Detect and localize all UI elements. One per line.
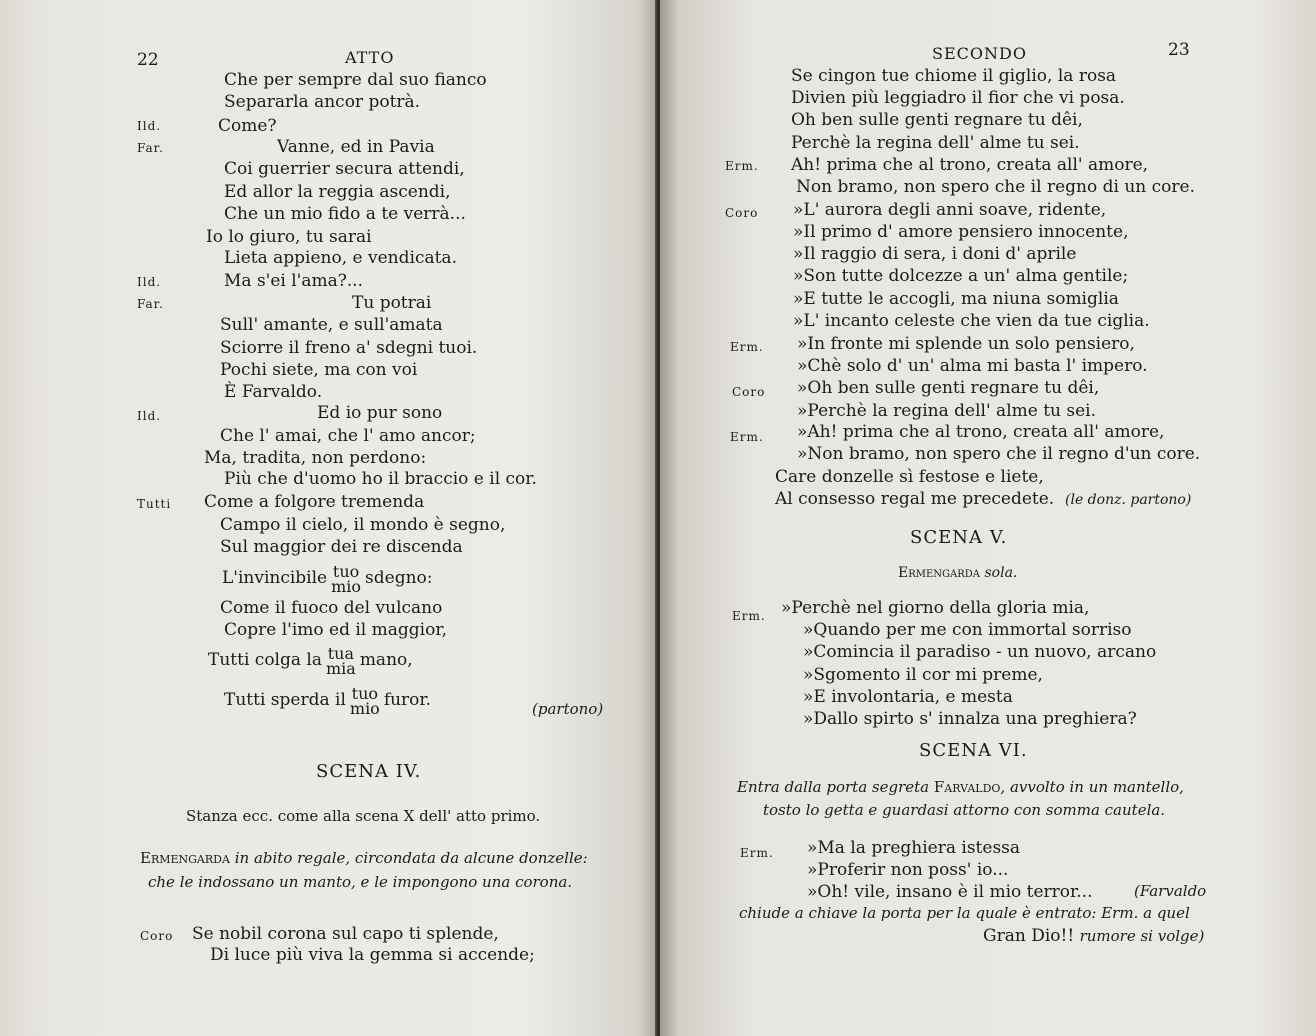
verse-line: Di luce più viva la gemma si accende; [210, 945, 535, 965]
verse-line: Separarla ancor potrà. [224, 92, 421, 112]
verse-line: »Chè solo d' un' alma mi basta l' impero. [797, 356, 1148, 376]
verse-line: Ma, tradita, non perdono: [204, 448, 427, 468]
verse-line: »Son tutte dolcezze a un' alma gentile; [793, 266, 1129, 286]
verse-line: Tu potrai [352, 293, 432, 313]
verse-line: Più che d'uomo ho il braccio e il cor. [224, 469, 537, 489]
verse-line: Ma s'ei l'ama?... [224, 271, 364, 291]
verse-line: Coi guerrier secura attendi, [224, 159, 465, 179]
speaker-label: Erm. [740, 846, 774, 860]
verse-line: Vanne, ed in Pavia [277, 137, 435, 157]
running-header: SECONDO [932, 44, 1027, 63]
verse-line: »Non bramo, non spero che il regno d'un core. [797, 444, 1201, 464]
verse-line: »Perchè la regina dell' alme tu sei. [797, 401, 1097, 421]
verse-line: »Ah! prima che al trono, creata all' amore, [797, 422, 1165, 442]
speaker-label: Coro [725, 206, 759, 220]
running-header: ATTO [345, 48, 395, 67]
verse-line: Divien più leggiadro il fior che vi posa. [791, 88, 1125, 108]
verse-line: Campo il cielo, il mondo è segno, [220, 515, 506, 535]
verse-line: L'invincibile tuo mio sdegno: [222, 561, 433, 596]
verse-line: Perchè la regina dell' alme tu sei. [791, 133, 1080, 153]
page-number: 22 [137, 50, 159, 70]
word-variant-stack: tuo mio [331, 561, 362, 596]
speaker-label: Far. [137, 141, 164, 155]
stage-direction: Stanza ecc. come alla scena X dell' atto primo. [186, 807, 541, 825]
verse-line: Se cingon tue chiome il giglio, la rosa [791, 66, 1117, 86]
speaker-label: Erm. [730, 340, 764, 354]
speaker-label: Coro [732, 385, 766, 399]
speaker-label: Far. [137, 297, 164, 311]
verse-line: Al consesso regal me precedete. [775, 489, 1055, 509]
verse-line: Pochi siete, ma con voi [220, 360, 418, 380]
stage-direction: tosto lo getta e guardasi attorno con somma cautela. [763, 801, 1166, 819]
scene-heading: SCENA IV. [316, 761, 422, 782]
verse-line: »E tutte le accogli, ma niuna somiglia [793, 289, 1119, 309]
scene-heading: SCENA V. [910, 527, 1008, 548]
verse-line: »Dallo spirto s' innalza una preghiera? [803, 709, 1137, 729]
verse-line: Se nobil corona sul capo ti splende, [192, 924, 499, 944]
verse-line: »Perchè nel giorno della gloria mia, [781, 598, 1090, 618]
verse-line: Che l' amai, che l' amo ancor; [220, 426, 476, 446]
verse-line: Ah! prima che al trono, creata all' amore, [791, 155, 1149, 175]
speaker-label: Erm. [730, 430, 764, 444]
verse-line: »Sgomento il cor mi preme, [803, 665, 1043, 685]
verse-line: Sul maggior dei re discenda [220, 537, 463, 557]
verse-line: Care donzelle sì festose e liete, [775, 467, 1044, 487]
verse-line: »Proferir non poss' io... [807, 860, 1009, 880]
speaker-label: Ild. [137, 409, 162, 423]
speaker-label: Ild. [137, 119, 162, 133]
stage-direction: Entra dalla porta segreta Farvaldo, avvolto in un mantello, [737, 778, 1184, 796]
verse-line: Ed allor la reggia ascendi, [224, 182, 451, 202]
verse-line: Che un mio fido a te verrà... [224, 204, 466, 224]
verse-line: Copre l'imo ed il maggior, [224, 620, 448, 640]
word-variant-stack: tuo mio [349, 683, 380, 718]
stage-direction: Gran Dio!! rumore si volge) [983, 926, 1205, 946]
verse-line: »Il primo d' amore pensiero innocente, [793, 222, 1129, 242]
verse-line: »L' aurora degli anni soave, ridente, [793, 200, 1107, 220]
verse-line: »E involontaria, e mesta [803, 687, 1013, 707]
verse-line: »Ma la preghiera istessa [807, 838, 1021, 858]
verse-line: »Il raggio di sera, i doni d' aprile [793, 244, 1077, 264]
verse-line: »Oh ben sulle genti regnare tu dêi, [797, 378, 1100, 398]
stage-direction: che le indossano un manto, e le impongono una corona. [148, 873, 573, 891]
verse-line: Sciorre il freno a' sdegni tuoi. [220, 338, 478, 358]
speaker-label: Ild. [137, 275, 162, 289]
verse-line: Come a folgore tremenda [204, 492, 425, 512]
verse-line: È Farvaldo. [224, 382, 323, 402]
word-variant-stack: tua mia [325, 643, 356, 678]
stage-direction: Ermengarda sola. [898, 565, 1018, 581]
verse-line: »L' incanto celeste che vien da tue ciglia. [793, 311, 1150, 331]
verse-line: »Quando per me con immortal sorriso [803, 620, 1132, 640]
verse-line: Come? [218, 116, 277, 136]
right-page [660, 0, 1316, 1036]
verse-line: Che per sempre dal suo fianco [224, 70, 487, 90]
stage-direction: chiude a chiave la porta per la quale è entrato: Erm. a quel [739, 904, 1190, 922]
verse-line: Tutti colga la tua mia mano, [208, 643, 413, 678]
stage-direction: Ermengarda in abito regale, circondata da alcune donzelle: [140, 849, 588, 867]
speaker-label: Coro [140, 929, 174, 943]
speaker-label: Tutti [137, 497, 172, 511]
verse-line: Ed io pur sono [317, 403, 443, 423]
verse-line: Io lo giuro, tu sarai [206, 227, 372, 247]
verse-line: Come il fuoco del vulcano [220, 598, 443, 618]
verse-line: Lieta appieno, e vendicata. [224, 248, 457, 268]
verse-line: Non bramo, non spero che il regno di un core. [796, 177, 1195, 197]
verse-line: Tutti sperda il tuo mio furor. [224, 683, 432, 718]
speaker-label: Erm. [732, 609, 766, 623]
scene-heading: SCENA VI. [919, 740, 1028, 761]
speaker-label: Erm. [725, 159, 759, 173]
stage-direction: (partono) [532, 700, 604, 718]
page-number: 23 [1168, 40, 1190, 60]
verse-line: »In fronte mi splende un solo pensiero, [797, 334, 1135, 354]
verse-line: »Comincia il paradiso - un nuovo, arcano [803, 642, 1157, 662]
verse-line: Sull' amante, e sull'amata [220, 315, 443, 335]
stage-direction: (Farvaldo [1134, 882, 1207, 900]
verse-line: Oh ben sulle genti regnare tu dêi, [791, 110, 1083, 130]
verse-line: »Oh! vile, insano è il mio terror... [807, 882, 1093, 902]
stage-direction: (le donz. partono) [1065, 492, 1192, 508]
